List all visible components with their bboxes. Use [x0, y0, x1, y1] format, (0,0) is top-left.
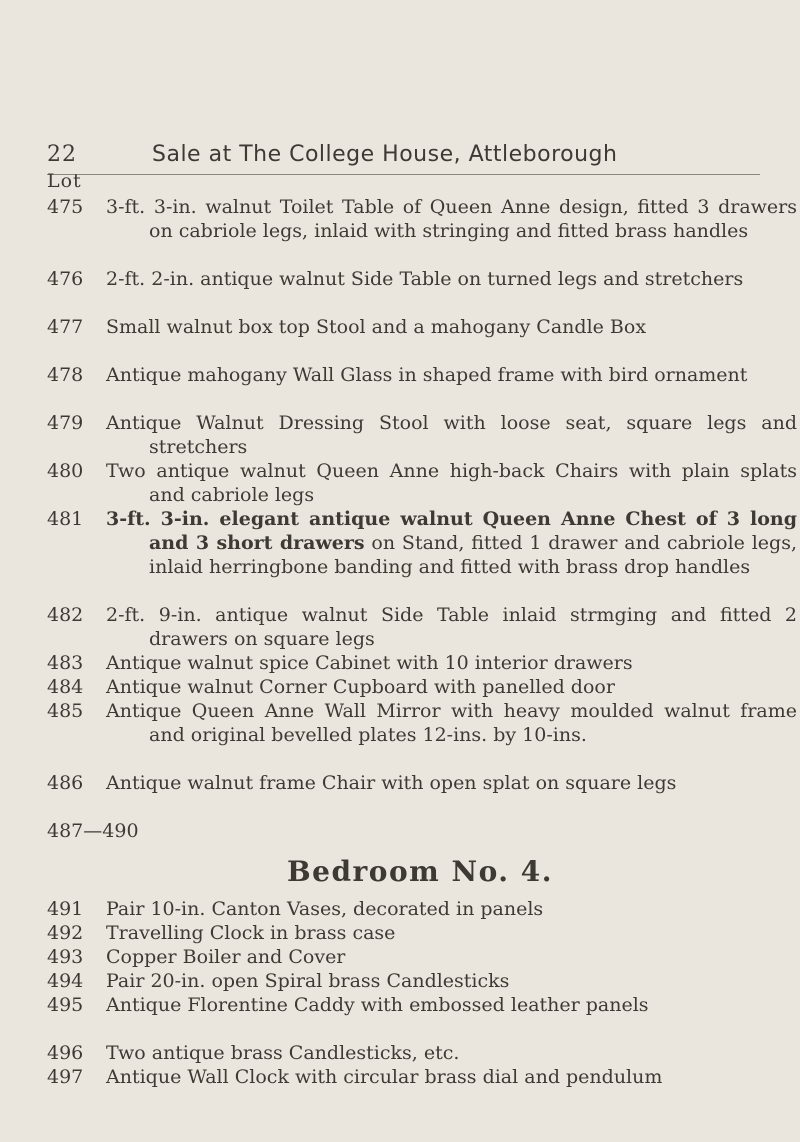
lot-number: 497 — [47, 1066, 84, 1088]
lot-number: 485 — [47, 700, 84, 722]
lot-description: Antique Walnut Dressing Stool with loose seat, square legs and stretchers — [106, 412, 797, 458]
lot-description: Pair 10-in. Canton Vases, decorated in panels — [106, 898, 544, 920]
lot-description: 2-ft. 9-in. antique walnut Side Table inlaid strmging and fitted 2 drawers on square legs — [106, 604, 797, 650]
section-title: Bedroom No. 4. — [286, 855, 554, 888]
lot-number: 493 — [47, 946, 84, 968]
lot-description: Small walnut box top Stool and a mahogany Candle Box — [106, 316, 647, 338]
lot-number: 478 — [47, 364, 84, 386]
lot-description: Pair 20-in. open Spiral brass Candlesticks — [106, 970, 510, 992]
lot-number: 486 — [47, 772, 84, 794]
lot-description-bold: 3-ft. 3-in. elegant antique walnut Queen Anne Chest of 3 long and 3 short drawers — [106, 508, 797, 554]
lot-number: 483 — [47, 652, 84, 674]
lot-description: Antique walnut frame Chair with open splat on square legs — [106, 772, 677, 794]
lot-number: 477 — [47, 316, 84, 338]
lot-description: Antique Queen Anne Wall Mirror with heavy moulded walnut frame and original bevelled plates 12-ins. by 10-ins. — [106, 700, 797, 746]
lot-number: 496 — [47, 1042, 84, 1064]
lot-description: Antique mahogany Wall Glass in shaped frame with bird ornament — [106, 364, 748, 386]
lot-number: 475 — [47, 196, 84, 218]
lot-number: 492 — [47, 922, 84, 944]
lot-description: Copper Boiler and Cover — [106, 946, 346, 968]
lot-number: 495 — [47, 994, 84, 1016]
lot-description — [106, 507, 797, 579]
header-rule — [47, 174, 760, 175]
lot-description: Travelling Clock in brass case — [106, 922, 396, 944]
lot-description: Antique Florentine Caddy with embossed leather panels — [106, 994, 649, 1016]
lot-description: 3-ft. 3-in. walnut Toilet Table of Queen Anne design, fitted 3 drawers on cabriole legs, inlaid with stringing and fitted brass handles — [106, 196, 797, 242]
lot-description-rest: on Stand, fitted 1 drawer and cabriole legs, inlaid herringbone banding and fitted with brass drop handles — [149, 532, 798, 578]
lot-number: 484 — [47, 676, 84, 698]
lot-description: Two antique brass Candlesticks, etc. — [106, 1042, 460, 1064]
lot-column-label: Lot — [47, 170, 82, 192]
lot-number: 479 — [47, 412, 84, 434]
lot-description: Antique Wall Clock with circular brass dial and pendulum — [106, 1066, 663, 1088]
page-number: 22 — [47, 142, 77, 167]
lot-description: Antique walnut Corner Cupboard with panelled door — [106, 676, 615, 698]
lot-number: 481 — [47, 508, 84, 530]
lot-number: 476 — [47, 268, 84, 290]
lot-number: 480 — [47, 460, 84, 482]
lot-description: 2-ft. 2-in. antique walnut Side Table on turned legs and stretchers — [106, 268, 744, 290]
lot-number: 491 — [47, 898, 84, 920]
lot-number: 494 — [47, 970, 84, 992]
lot-description: Two antique walnut Queen Anne high-back Chairs with plain splats and cabriole legs — [106, 460, 797, 506]
lot-range: 487—490 — [47, 820, 139, 842]
lot-number: 482 — [47, 604, 84, 626]
running-head: Sale at The College House, Attleborough — [152, 142, 618, 167]
lot-description: Antique walnut spice Cabinet with 10 interior drawers — [106, 652, 633, 674]
page-header — [47, 142, 760, 174]
